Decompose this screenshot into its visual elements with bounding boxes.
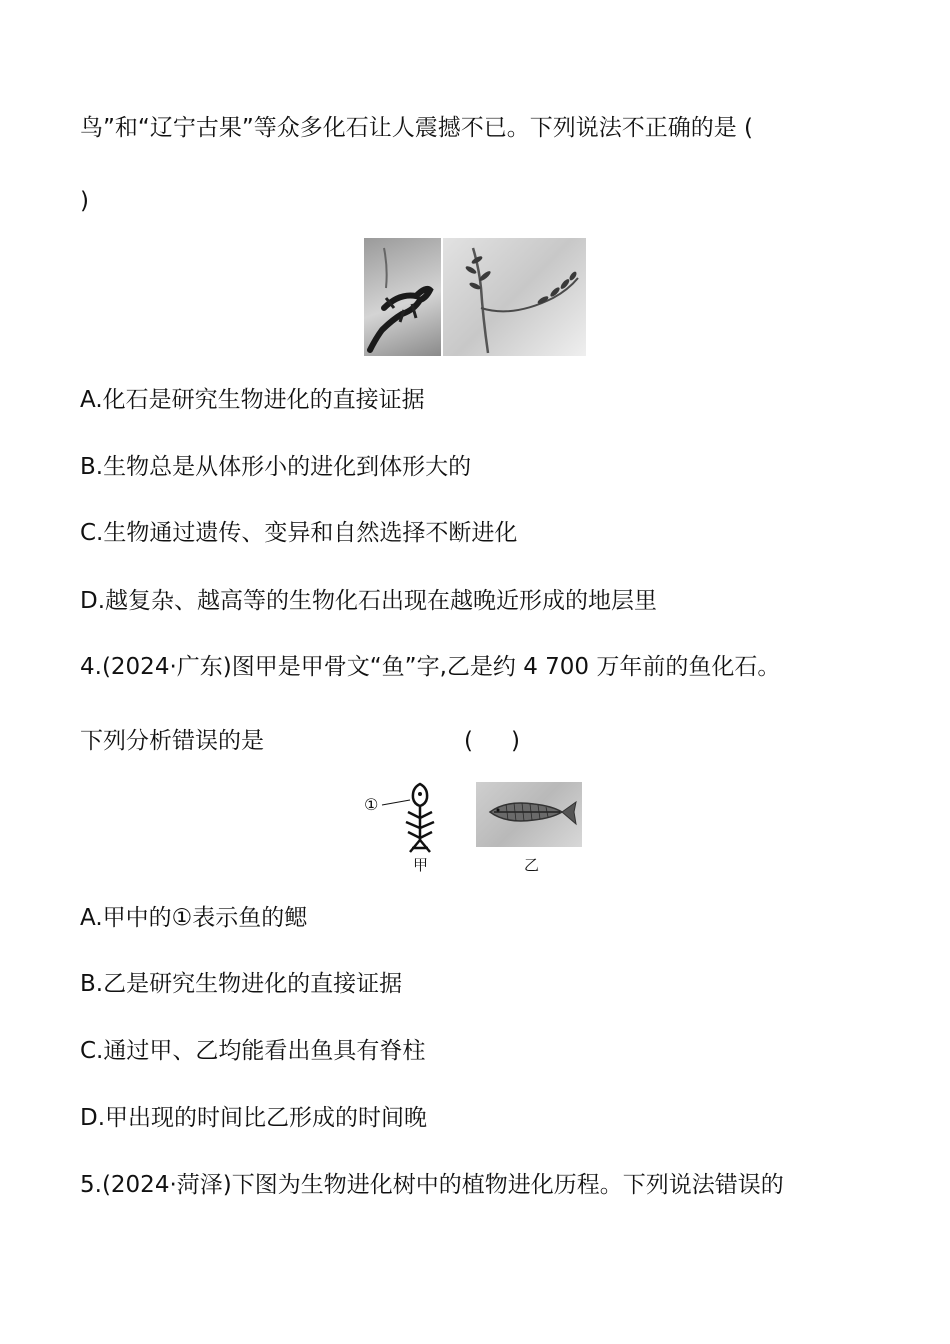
bird-fossil-icon — [364, 238, 441, 356]
fossil-photo-figure — [364, 238, 586, 356]
figure-label-jia: 甲 — [413, 856, 429, 874]
archaefructus-fossil-icon — [443, 238, 586, 356]
q4-option-d: D.甲出现的时间比乙形成的时间晚 — [80, 1105, 428, 1131]
fish-fossil-photo — [476, 782, 582, 847]
answer-paren-open: ( — [464, 728, 473, 754]
q3-stem-line: 鸟”和“辽宁古果”等众多化石让人震撼不已。下列说法不正确的是 ( — [80, 115, 754, 141]
q4-option-b: B.乙是研究生物进化的直接证据 — [80, 971, 403, 997]
fish-figure — [360, 778, 585, 878]
plant-fossil-photo — [443, 238, 586, 356]
q4-stem-text: 下列分析错误的是 — [80, 728, 264, 754]
q3-option-b: B.生物总是从体形小的进化到体形大的 — [80, 454, 472, 480]
q3-option-a: A.化石是研究生物进化的直接证据 — [80, 387, 425, 413]
bird-fossil-photo — [364, 238, 441, 356]
q3-option-c: C.生物通过遗传、变异和自然选择不断进化 — [80, 520, 518, 546]
q4-option-c: C.通过甲、乙均能看出鱼具有脊柱 — [80, 1038, 426, 1064]
q3-option-d: D.越复杂、越高等的生物化石出现在越晚近形成的地层里 — [80, 588, 658, 614]
q5-stem-line1: 5.(2024·菏泽)下图为生物进化树中的植物进化历程。下列说法错误的 — [80, 1172, 784, 1198]
answer-paren-close: ) — [510, 728, 520, 754]
q4-option-a: A.甲中的①表示鱼的鳃 — [80, 905, 308, 931]
fish-fossil-icon — [476, 782, 582, 847]
figure-label-yi: 乙 — [524, 856, 540, 874]
q4-stem-line1: 4.(2024·广东)图甲是甲骨文“鱼”字,乙是约 4 700 万年前的鱼化石。 — [80, 654, 781, 680]
q3-stem-paren-close: ) — [80, 188, 89, 214]
oracle-fish-character-icon — [360, 778, 450, 858]
gill-marker: ① — [364, 795, 379, 814]
q4-stem-line2 — [80, 726, 520, 756]
